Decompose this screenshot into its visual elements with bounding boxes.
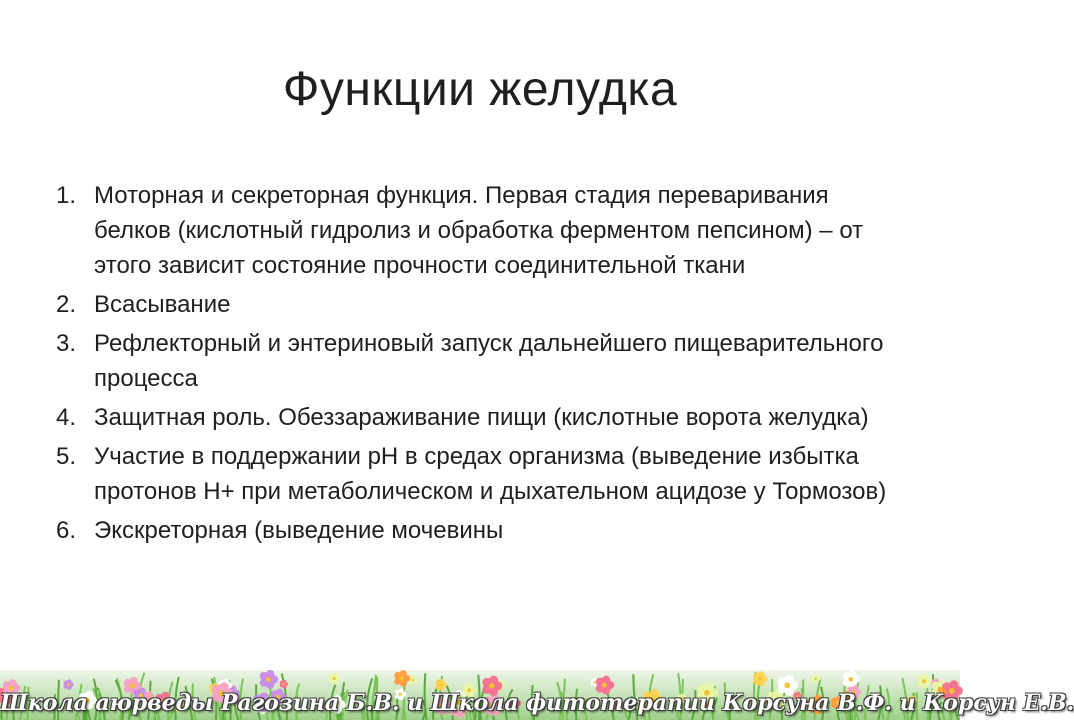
list-item-number: 4. <box>56 404 77 431</box>
list-item <box>56 178 906 283</box>
list-item-text: Защитная роль. Обеззараживание пищи (кислотные ворота желудка) <box>94 404 869 431</box>
function-list <box>56 178 906 552</box>
flower-footer-band <box>0 670 1074 720</box>
list-item <box>56 287 906 322</box>
slide-title: Функции желудка <box>282 63 678 116</box>
list-item-number: 5. <box>56 443 77 470</box>
list-item-text: Всасывание <box>94 291 231 318</box>
list-item <box>56 400 906 435</box>
list-item-number: 3. <box>56 330 77 357</box>
list-item <box>56 439 906 509</box>
list-item <box>56 326 906 396</box>
list-item-number: 2. <box>56 291 77 318</box>
list-item-number: 1. <box>56 182 77 209</box>
list-item <box>56 513 906 548</box>
footer-caption: Школа аюрведы Рагозина Б.В. и Школа фитотерапии Корсуна В.Ф. и Корсун Е.В. <box>0 690 1074 716</box>
list-item-text: Рефлекторный и энтериновый запуск дальнейшего пищеварительного процесса <box>94 330 884 392</box>
list-item-text: Моторная и секреторная функция. Первая стадия переваривания белков (кислотный гидролиз и обработка ферментом пепсином) – от этого зависит состояние прочности соединительной ткани <box>94 182 864 279</box>
list-item-text: Экскреторная (выведение мочевины <box>94 517 504 544</box>
list-item-number: 6. <box>56 517 77 544</box>
list-item-text: Участие в поддержании pH в средах организма (выведение избытка протонов H+ при метаболическом и дыхательном ацидозе у Тормозов) <box>94 443 887 505</box>
